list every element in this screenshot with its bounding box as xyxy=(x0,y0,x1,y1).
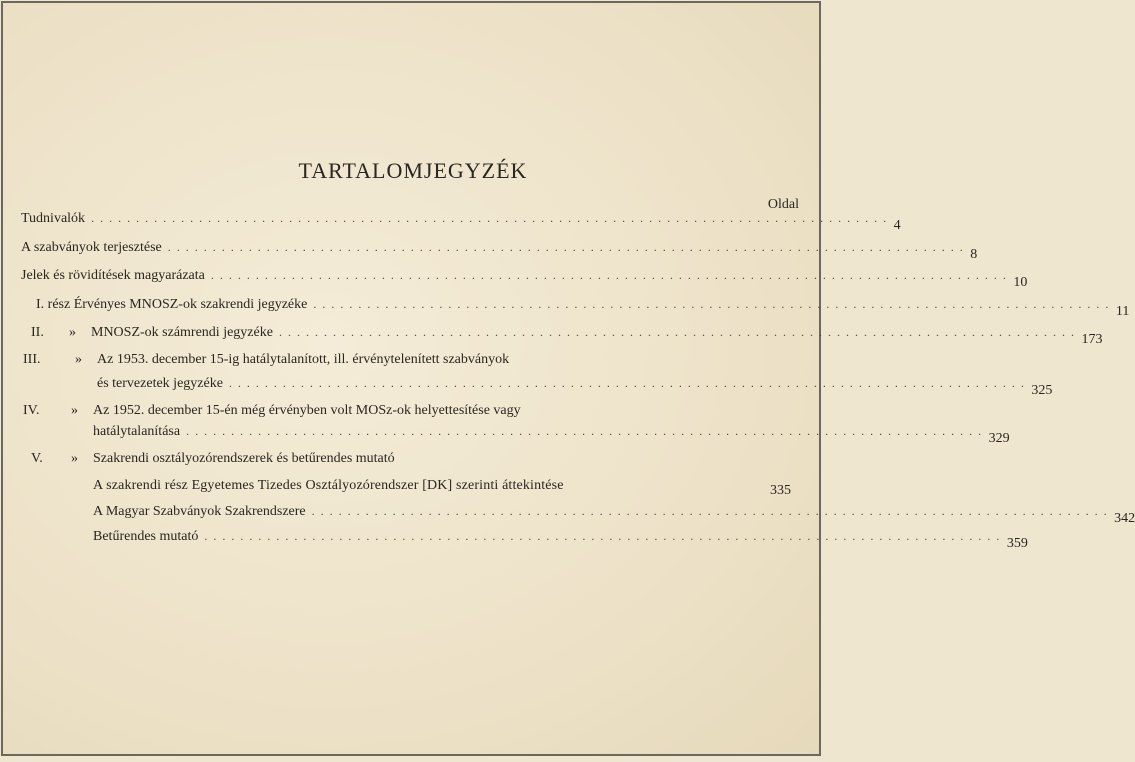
toc-entry-title: Az 1952. december 15-én még érvényben volt MOSz-ok helyettesítése vagy xyxy=(93,403,521,418)
toc-entry-title: I. rész Érvényes MNOSZ-ok szakrendi jegyzéke xyxy=(36,297,308,312)
toc-entry xyxy=(21,240,978,262)
toc-entry-page: 8 xyxy=(970,247,978,262)
leader-dots: . . . . . . . . . . . . . . . . . . . . . . . . . . . . . . . . . . . . . . . . . . . . . . . . . . . . . . . . . . . . . . . . . . . . . . . . . . . . . . . . . . . . . . . . . xyxy=(91,211,888,225)
toc-entry-title: Jelek és rövidítések magyarázata xyxy=(21,268,205,283)
toc-entry-title: A Magyar Szabványok Szakrendszere xyxy=(93,504,306,519)
toc-entry-page: 11 xyxy=(1115,304,1130,319)
page-title: TARTALOMJEGYZÉK xyxy=(298,158,528,183)
toc-entry xyxy=(93,424,1010,446)
toc-entry-page: 325 xyxy=(1031,383,1053,398)
toc-entry-page: 335 xyxy=(770,483,791,498)
toc-entry-line xyxy=(93,478,564,494)
toc-entry-page: 4 xyxy=(893,218,901,233)
toc-entry-ditto: » xyxy=(71,451,78,466)
leader-dots: . . . . . . . . . . . . . . . . . . . . . . . . . . . . . . . . . . . . . . . . . . . . . . . . . . . . . . . . . . . . . . . . . . . . . . . . . . . . . . . . . . . . . . . . . xyxy=(313,297,1110,311)
toc-entry-title-cont: és tervezetek jegyzéke xyxy=(97,376,223,391)
toc-entry-title: Az 1953. december 15-ig hatálytalanított, ill. érvénytelenített szabványok xyxy=(97,352,510,367)
leader-dots: . . . . . . . . . . . . . . . . . . . . . . . . . . . . . . . . . . . . . . . . . . . . . . . . . . . . . . . . . . . . . . . . . . . . . . . . . . . . . . . . . . . . . . . . . xyxy=(186,424,983,438)
toc-entry-number: III. xyxy=(23,352,41,367)
toc-entry-page: 359 xyxy=(1006,536,1028,551)
toc-entry-ditto: » xyxy=(69,325,76,340)
toc-entry xyxy=(36,297,1130,319)
toc-entry-number: V. xyxy=(31,451,43,466)
toc-entry-page: 173 xyxy=(1081,332,1103,347)
leader-dots: . . . . . . . . . . . . . . . . . . . . . . . . . . . . . . . . . . . . . . . . . . . . . . . . . . . . . . . . . . . . . . . . . . . . . . . . . . . . . . . . . . . . . . . . . xyxy=(167,240,965,254)
document-page xyxy=(1,1,1135,756)
page-column-header: Oldal xyxy=(767,197,799,212)
toc-entry-line xyxy=(31,451,395,467)
leader-dots: . . . . . . . . . . . . . . . . . . . . . . . . . . . . . . . . . . . . . . . . . . . . . . . . . . . . . . . . . . . . . . . . . . . . . . . . . . . . . . . . . . . . . . . . . xyxy=(210,268,1008,282)
leader-dots: . . . . . . . . . . . . . . . . . . . . . . . . . . . . . . . . . . . . . . . . . . . . . . . . . . . . . . . . . . . . . . . . . . . . . . . . . . . . . . . . . . . . . . . . . xyxy=(278,325,1076,339)
leader-dots: . . . . . . . . . . . . . . . . . . . . . . . . . . . . . . . . . . . . . . . . . . . . . . . . . . . . . . . . . . . . . . . . . . . . . . . . . . . . . . . . . . . . . . . . . xyxy=(228,376,1026,390)
toc-entry-title: Szakrendi osztályozórendszerek és betűrendes mutató xyxy=(93,451,395,466)
toc-entry-number: II. xyxy=(31,325,44,340)
toc-entry xyxy=(93,529,1028,551)
toc-entry-title: MNOSZ-ok számrendi jegyzéke xyxy=(91,325,273,340)
toc-entry-ditto: » xyxy=(71,403,78,418)
leader-dots: . . . . . . . . . . . . . . . . . . . . . . . . . . . . . . . . . . . . . . . . . . . . . . . . . . . . . . . . . . . . . . . . . . . . . . . . . . . . . . . . . . . . . . . . . xyxy=(204,529,1001,543)
toc-entry-line xyxy=(23,403,521,419)
toc-entry-title: Betűrendes mutató xyxy=(93,529,199,544)
toc-entry xyxy=(21,268,1028,290)
leader-dots: . . . . . . . . . . . . . . . . . . . . . . . . . . . . . . . . . . . . . . . . . . . . . . . . . . . . . . . . . . . . . . . . . . . . . . . . . . . . . . . . . . . . . . . . . xyxy=(311,504,1109,518)
toc-entry-title: Tudnivalók xyxy=(21,211,86,226)
toc-entry xyxy=(93,504,1135,526)
toc-entry xyxy=(21,211,901,233)
toc-entry-title: A szakrendi rész Egyetemes Tizedes Osztályozórendszer [DK] szerinti áttekintése xyxy=(93,478,564,493)
toc-entry-title-cont: hatálytalanítása xyxy=(93,424,181,439)
toc-entry xyxy=(31,325,1103,347)
toc-entry-page: 329 xyxy=(988,431,1010,446)
toc-entry-ditto: » xyxy=(75,352,82,367)
toc-entry-line xyxy=(23,352,509,368)
toc-entry xyxy=(97,376,1053,398)
toc-entry-page: 10 xyxy=(1013,275,1028,290)
toc-entry-title: A szabványok terjesztése xyxy=(21,240,162,255)
toc-entry-page: 342 xyxy=(1114,511,1135,526)
toc-entry-number: IV. xyxy=(23,403,40,418)
